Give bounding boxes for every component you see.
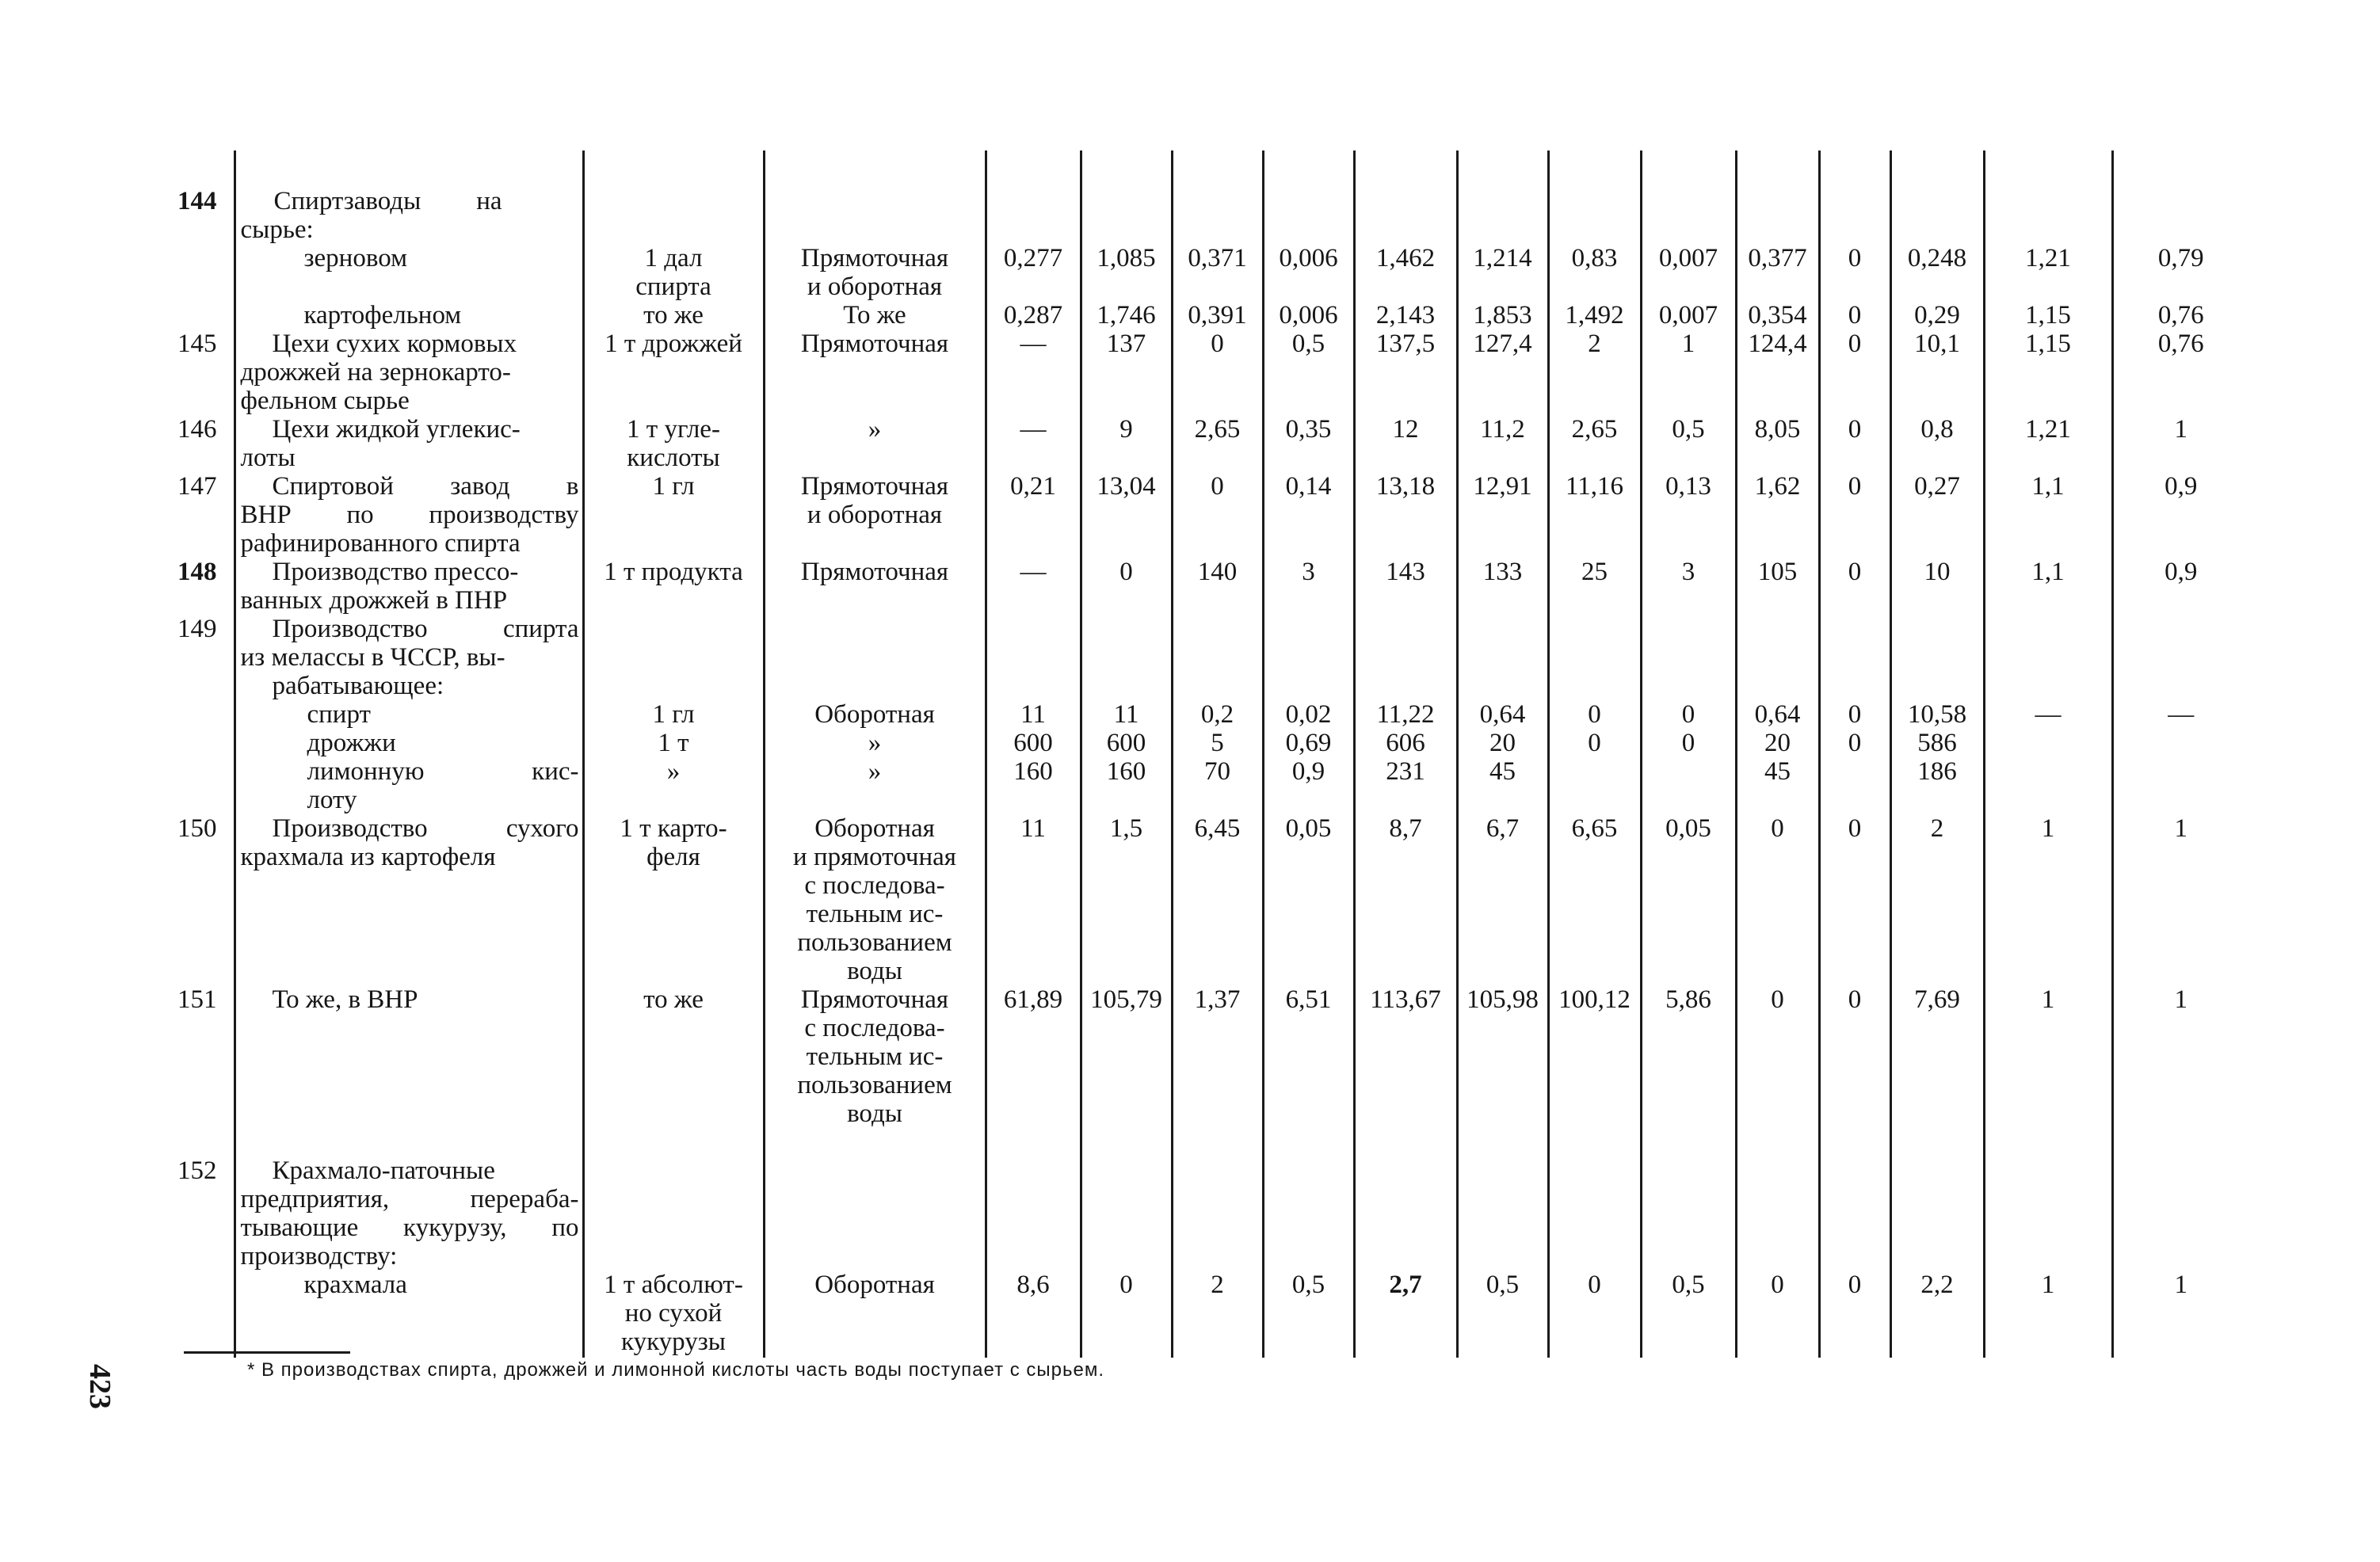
- value-cell: 1,085 1,746: [1081, 150, 1172, 330]
- value-cell: 0,05: [1641, 814, 1736, 985]
- value-cell: 0: [1819, 558, 1890, 615]
- row-number: 147: [177, 472, 217, 501]
- row-number: 150: [177, 814, 217, 843]
- unit-cell: 1 гл 1 т »: [583, 615, 764, 814]
- value-cell: 1: [2041, 1271, 2055, 1299]
- value-cell: 0,21: [986, 472, 1081, 558]
- row-number: 148: [177, 558, 217, 586]
- value-cell: 1: [1641, 330, 1736, 415]
- value-cell: 0: [1819, 985, 1890, 1128]
- table-row: [177, 985, 2248, 1128]
- value-cell: 0: [1548, 1128, 1641, 1358]
- value-cell: 0,27: [1890, 472, 1984, 558]
- unit-cell: 1 т карто- феля: [583, 814, 764, 985]
- value-cell: 6,51: [1263, 985, 1354, 1128]
- value-cell: 1,37: [1172, 985, 1263, 1128]
- unit-cell: 1 т угле- кислоты: [583, 415, 764, 472]
- value-cell: 6,65: [1548, 814, 1641, 985]
- value-cell: 1,462 2,143: [1354, 150, 1457, 330]
- value-cell: 2: [1890, 814, 1984, 985]
- row-number: 146: [177, 415, 217, 444]
- value-cell: 3: [1641, 558, 1736, 615]
- value-cell: —: [2112, 615, 2248, 814]
- unit-cell: 1 т абсолют- но сухой кукурузы: [583, 1128, 764, 1358]
- system-cell: Прямоточная и оборотная То же: [764, 150, 986, 330]
- unit-cell: 1 т дрожжей: [583, 330, 764, 415]
- value-cell: 0,248 0,29: [1890, 150, 1984, 330]
- value-cell: 25: [1548, 558, 1641, 615]
- row-name: То же, в ВНР: [235, 985, 583, 1128]
- system-cell: Прямоточная: [764, 558, 986, 615]
- row-name: Спиртзаводы на сырье: зерновом картофельном: [235, 150, 583, 330]
- value-cell: 1,15: [2025, 330, 2071, 358]
- value-cell: 0,277 0,287: [986, 150, 1081, 330]
- value-cell: 124,4: [1736, 330, 1819, 415]
- value-cell: 2,65: [1548, 415, 1641, 472]
- table-row: [177, 558, 2248, 615]
- value-cell: 11 600 160: [1081, 615, 1172, 814]
- system-cell: Оборотная: [764, 1128, 986, 1358]
- value-cell: 3: [1263, 558, 1354, 615]
- value-cell: 11,2: [1457, 415, 1548, 472]
- value-cell: 6,45: [1172, 814, 1263, 985]
- footnote: * В производствах спирта, дрожжей и лимонной кислоты часть воды поступает с сырьем.: [247, 1359, 1105, 1381]
- row-name: Цехи жидкой углекис- лоты: [235, 415, 583, 472]
- value-cell: 7,69: [1890, 985, 1984, 1128]
- value-cell: 6,7: [1457, 814, 1548, 985]
- value-cell: 1: [2041, 985, 2055, 1014]
- value-cell: 0,5: [1457, 1128, 1548, 1358]
- value-cell: 1,62: [1736, 472, 1819, 558]
- value-cell: 1,21: [2025, 415, 2071, 444]
- row-name: Производство сухого крахмала из картофеля: [235, 814, 583, 985]
- system-cell: »: [764, 415, 986, 472]
- value-cell: 1,21 1,15: [2025, 244, 2071, 330]
- value-cell: 0,02 0,69 0,9: [1263, 615, 1354, 814]
- water-consumption-table: [177, 150, 2248, 1358]
- value-cell: 0 0: [1641, 615, 1736, 814]
- value-cell: —: [986, 558, 1081, 615]
- system-cell: Оборотная » »: [764, 615, 986, 814]
- value-cell: 11,22 606 231: [1354, 615, 1457, 814]
- value-cell: 11: [986, 814, 1081, 985]
- value-cell: 0,64 20 45: [1457, 615, 1548, 814]
- row-name: Производство прессо- ванных дрожжей в ПНР: [235, 558, 583, 615]
- row-name: Спиртовой завод в ВНР по производству рафинированного спирта: [235, 472, 583, 558]
- row-name: Крахмало-паточные предприятия, перераба- тывающие кукурузу, по производству: крахмала: [235, 1128, 583, 1358]
- value-cell: 11,16: [1548, 472, 1641, 558]
- value-cell: 133: [1457, 558, 1548, 615]
- table-row: [177, 814, 2248, 985]
- value-cell: 143: [1354, 558, 1457, 615]
- value-cell: 0,8: [1890, 415, 1984, 472]
- value-cell: 1: [2112, 1128, 2248, 1358]
- system-cell: Прямоточная с последова- тельным ис- пользованием воды: [764, 985, 986, 1128]
- value-cell: 2,2: [1890, 1128, 1984, 1358]
- value-cell: 1,1: [2031, 558, 2065, 586]
- value-cell: 127,4: [1457, 330, 1548, 415]
- value-cell: 12: [1354, 415, 1457, 472]
- value-cell: 0: [1081, 558, 1172, 615]
- row-name: Производство спирта из мелассы в ЧССР, вы- рабатывающее: спирт дрожжи лимонную кис- лоту: [235, 615, 583, 814]
- value-cell: 2: [1172, 1128, 1263, 1358]
- table-row: [177, 415, 2248, 472]
- value-cell: 0,83 1,492: [1548, 150, 1641, 330]
- unit-cell: 1 дал спирта то же: [583, 150, 764, 330]
- row-number: 145: [177, 330, 217, 358]
- value-cell: 0 0: [1819, 615, 1890, 814]
- row-number: 149: [177, 615, 217, 643]
- value-cell: 0,9: [2112, 558, 2248, 615]
- row-name: Цехи сухих кормовых дрожжей на зернокарто- фельном сырье: [235, 330, 583, 415]
- row-number: 151: [177, 985, 217, 1014]
- table-row: [177, 472, 2248, 558]
- value-cell: 9: [1081, 415, 1172, 472]
- value-cell: 1: [2112, 985, 2248, 1128]
- value-cell: 105,98: [1457, 985, 1548, 1128]
- value-cell: 8,05: [1736, 415, 1819, 472]
- value-cell: 0,006 0,006: [1263, 150, 1354, 330]
- value-cell: 0,64 20 45: [1736, 615, 1819, 814]
- value-cell: 0,5: [1641, 1128, 1736, 1358]
- value-cell: 1: [2112, 814, 2248, 985]
- value-cell: 0,14: [1263, 472, 1354, 558]
- value-cell: 0 0: [1548, 615, 1641, 814]
- value-cell: 2: [1548, 330, 1641, 415]
- value-cell: 0: [1819, 814, 1890, 985]
- value-cell: 105: [1736, 558, 1819, 615]
- value-cell: 10: [1890, 558, 1984, 615]
- value-cell: —: [2035, 700, 2062, 729]
- value-cell: 61,89: [986, 985, 1081, 1128]
- page-number: 423: [83, 1364, 116, 1409]
- table-row: [177, 1128, 2248, 1358]
- value-cell: 0,13: [1641, 472, 1736, 558]
- value-cell: 1: [2112, 415, 2248, 472]
- value-cell: 0: [1081, 1128, 1172, 1358]
- value-cell: 0: [1819, 415, 1890, 472]
- value-cell: 0,76: [2112, 330, 2248, 415]
- value-cell: 0: [1736, 985, 1819, 1128]
- value-cell: 0: [1172, 472, 1263, 558]
- unit-cell: 1 гл: [583, 472, 764, 558]
- value-cell: 0: [1819, 1128, 1890, 1358]
- unit-cell: 1 т продукта: [583, 558, 764, 615]
- value-cell: 1,1: [2031, 472, 2065, 501]
- value-cell: 1,214 1,853: [1457, 150, 1548, 330]
- value-cell: 12,91: [1457, 472, 1548, 558]
- value-cell: 8,6: [986, 1128, 1081, 1358]
- value-cell: 140: [1172, 558, 1263, 615]
- value-cell: 0,79 0,76: [2112, 150, 2248, 330]
- value-cell: 10,58 586 186: [1890, 615, 1984, 814]
- value-cell: 100,12: [1548, 985, 1641, 1128]
- value-cell: 113,67: [1354, 985, 1457, 1128]
- value-cell: 0,5: [1263, 1128, 1354, 1358]
- value-cell: 0,35: [1263, 415, 1354, 472]
- system-cell: Оборотная и прямоточная с последова- тельным ис- пользованием воды: [764, 814, 986, 985]
- unit-cell: то же: [583, 985, 764, 1128]
- value-cell: 13,04: [1081, 472, 1172, 558]
- table-row: [177, 330, 2248, 415]
- value-cell: 0: [1819, 330, 1890, 415]
- value-cell: 1,5: [1081, 814, 1172, 985]
- value-cell: 2,65: [1172, 415, 1263, 472]
- value-cell: 5,86: [1641, 985, 1736, 1128]
- value-cell: 105,79: [1081, 985, 1172, 1128]
- row-number: 144: [177, 187, 217, 215]
- value-cell: 0: [1736, 1128, 1819, 1358]
- value-cell: 8,7: [1354, 814, 1457, 985]
- table-row: [177, 150, 2248, 330]
- footnote-rule: [184, 1351, 350, 1354]
- value-cell: 0,007 0,007: [1641, 150, 1736, 330]
- value-cell: 0: [1172, 330, 1263, 415]
- value-cell: 0,05: [1263, 814, 1354, 985]
- value-cell: 1: [2041, 814, 2055, 843]
- value-cell: 0,2 5 70: [1172, 615, 1263, 814]
- value-cell: 11 600 160: [986, 615, 1081, 814]
- value-cell: 0,5: [1263, 330, 1354, 415]
- system-cell: Прямоточная: [764, 330, 986, 415]
- value-cell: —: [986, 415, 1081, 472]
- value-cell: 0: [1736, 814, 1819, 985]
- system-cell: Прямоточная и оборотная: [764, 472, 986, 558]
- row-number: 152: [177, 1156, 217, 1185]
- value-cell: 0 0: [1819, 150, 1890, 330]
- value-cell: 0: [1819, 472, 1890, 558]
- value-cell: 0,9: [2112, 472, 2248, 558]
- value-cell: 13,18: [1354, 472, 1457, 558]
- value-cell: 0,377 0,354: [1736, 150, 1819, 330]
- value-cell: 2,7: [1354, 1128, 1457, 1358]
- value-cell: 137,5: [1354, 330, 1457, 415]
- value-cell: 10,1: [1890, 330, 1984, 415]
- table-row: [177, 615, 2248, 814]
- value-cell: 0,5: [1641, 415, 1736, 472]
- value-cell: 137: [1081, 330, 1172, 415]
- value-cell: —: [986, 330, 1081, 415]
- value-cell: 0,371 0,391: [1172, 150, 1263, 330]
